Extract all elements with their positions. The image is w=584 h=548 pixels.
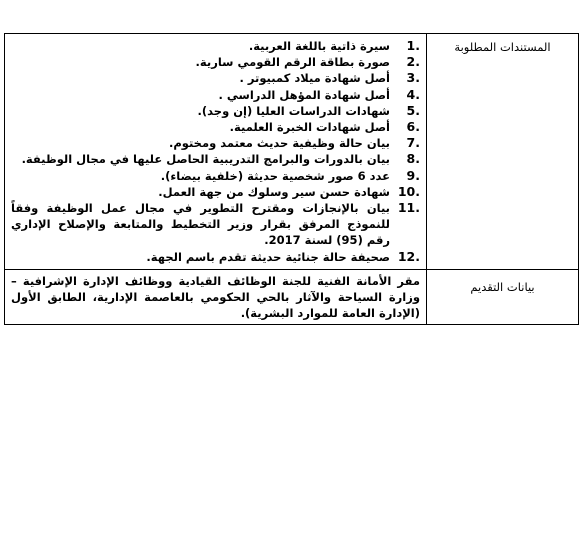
item-text: سيرة ذاتية باللغة العربية.: [248, 39, 390, 53]
item-text: بيان حالة وظيفية حديث معتمد ومختوم.: [168, 136, 390, 151]
item-text: صحيفة حالة جنائية حديثة تقدم باسم الجهة.: [146, 249, 390, 264]
list-item: [11, 151, 420, 167]
item-text: أصل شهادات الخبرة العلمية.: [229, 120, 390, 135]
item-text: بيان بالإنجازات ومقترح التطوير في مجال عمل الوظيفة وفقاً للنموذج المرفق بقرار وزير التخطيط والمتابعة والإصلاح الإداري رقم (95) لسنة 2017.: [11, 201, 390, 248]
requirements-table: [4, 33, 579, 325]
required-documents-label: المستندات المطلوبة: [427, 34, 579, 270]
list-item: [11, 135, 420, 151]
required-documents-content: [5, 34, 427, 270]
item-number: 9.: [406, 167, 420, 183]
item-number: 7.: [406, 135, 420, 151]
submission-row: [5, 269, 579, 324]
submission-label: بيانات التقديم: [427, 269, 579, 324]
list-item: [11, 103, 420, 119]
item-number: 6.: [406, 119, 420, 135]
required-documents-list: [11, 38, 420, 265]
item-text: عدد 6 صور شخصية حديثة (خلفية بيضاء).: [160, 168, 390, 183]
item-text: أصل شهادة المؤهل الدراسي .: [218, 87, 390, 102]
list-item: [11, 168, 420, 184]
list-item: [11, 119, 420, 135]
list-item: [11, 249, 420, 265]
item-text: شهادات الدراسات العليا (إن وجد).: [197, 103, 390, 118]
submission-details: مقر الأمانة الفنية للجنة الوظائف القيادية ووظائف الإدارة الإشرافية – وزارة السياحة والآثار بالحي الحكومي بالعاصمة الإدارية، الطابق الأول (الإدارة العامة للموارد البشرية).: [5, 269, 427, 324]
item-text: أصل شهادة ميلاد كمبيوتر .: [239, 71, 390, 86]
item-number: 4.: [406, 86, 420, 102]
item-number: 10.: [397, 183, 420, 199]
item-number: 2.: [406, 54, 420, 70]
item-text: شهادة حسن سير وسلوك من جهة العمل.: [158, 184, 390, 199]
item-text: بيان بالدورات والبرامج التدريبية الحاصل عليها في مجال الوظيفة.: [21, 152, 390, 167]
item-text: صورة بطاقة الرقم القومي سارية.: [195, 55, 390, 70]
item-number: 8.: [406, 151, 420, 167]
list-item: [11, 54, 420, 70]
list-item: [11, 184, 420, 200]
item-number: 5.: [406, 102, 420, 118]
list-item: [11, 38, 420, 54]
list-item: [11, 200, 420, 249]
list-item: [11, 70, 420, 86]
item-number: 1.: [406, 38, 420, 53]
item-number: 3.: [406, 70, 420, 86]
item-number: 11.: [397, 200, 420, 216]
required-documents-row: [5, 34, 579, 270]
item-number: 12.: [397, 248, 420, 264]
list-item: [11, 87, 420, 103]
